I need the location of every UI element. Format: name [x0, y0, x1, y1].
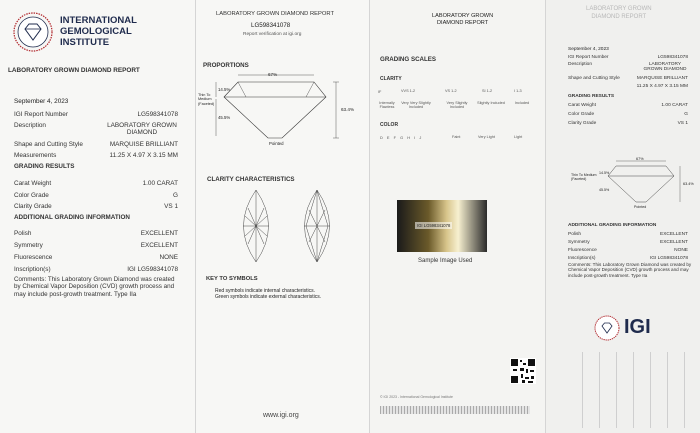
summary-proportions-diagram	[546, 158, 700, 210]
color-letters: D E F G H I J	[380, 135, 422, 140]
field-color: Color Grade G	[14, 192, 178, 199]
website-link[interactable]: www.igi.org	[263, 412, 299, 419]
color-desc-light: Light	[514, 135, 523, 139]
clarity-plot-diagram	[196, 188, 370, 264]
proportions-heading: PROPORTIONS	[203, 62, 249, 69]
additional-heading: ADDITIONAL GRADING INFORMATION	[14, 214, 130, 221]
clarity-grade-if: IF	[378, 90, 382, 94]
clarity-scale-heading: CLARITY	[380, 76, 402, 82]
igi-logo-text: IGI	[624, 316, 651, 338]
panel2-report-number: LG598341078	[251, 22, 291, 29]
field-shape: Shape and Cutting Style MARQUISE BRILLIANT	[14, 141, 178, 148]
summary-date: September 4, 2023	[568, 47, 609, 52]
summary-inscription: Inscription(s) IGI LG598341078	[568, 256, 688, 261]
field-polish: Polish EXCELLENT	[14, 230, 178, 237]
report-main-panel	[0, 0, 196, 433]
field-description: Description LABORATORY GROWN DIAMOND	[14, 122, 177, 136]
summary-table-percent: 67%	[636, 157, 644, 161]
field-clarity: Clarity Grade VS 1	[14, 203, 178, 210]
org-name: INTERNATIONAL GEMOLOGICAL INSTITUTE	[60, 15, 137, 48]
clarity-desc-si: Slightly Included	[477, 101, 505, 105]
color-desc-faint: Faint	[452, 135, 461, 139]
color-desc-very-light: Very Light	[478, 135, 495, 139]
field-report-number: IGI Report Number LG598341078	[14, 111, 178, 118]
report-title: LABORATORY GROWN DIAMOND REPORT	[8, 67, 140, 74]
summary-comments: Comments: This Laboratory Grown Diamond was created by Chemical Vapor Deposition (CVD) growth process and may include post-growth treatment. Type IIa	[568, 262, 692, 278]
igi-logo-seal-icon	[594, 315, 620, 341]
summary-color: Color Grade G	[568, 112, 688, 117]
summary-additional-heading: ADDITIONAL GRADING INFORMATION	[568, 223, 657, 228]
summary-polish: Polish EXCELLENT	[568, 232, 688, 237]
summary-report-number: IGI Report Number LG598341078	[568, 55, 688, 60]
pavilion-percent: 45.5%	[218, 115, 231, 120]
summary-card-panel	[546, 0, 700, 433]
qr-code-icon	[510, 358, 536, 384]
summary-depth: 63.4%	[683, 182, 694, 186]
summary-symmetry: Symmetry EXCELLENT	[568, 240, 688, 245]
clarity-grade-si: SI 1-2	[482, 89, 493, 93]
summary-carat: Carat Weight 1.00 CARAT	[568, 103, 688, 108]
field-fluorescence: Fluorescence NONE	[14, 254, 178, 261]
comments: Comments: This Laboratory Grown Diamond was created by Chemical Vapor Deposition (CVD) growth process and may include post-growth treatment. Type IIa	[14, 276, 175, 298]
grading-scales-panel	[370, 0, 546, 433]
key-text: Red symbols indicate internal characteristics. Green symbols indicate external characteristics.	[215, 288, 322, 301]
panel3-title: LABORATORY GROWN DIAMOND REPORT	[432, 13, 494, 26]
clarity-grade-vvs: VVS 1-2	[401, 89, 416, 93]
table-percent: 67%	[268, 72, 278, 77]
panel3-footer: © IGI 2023 - International Gemological Institute	[380, 395, 454, 399]
report-date: September 4, 2023	[14, 98, 69, 105]
panel4-title: LABORATORY GROWN DIAMOND REPORT	[586, 6, 652, 20]
rotated-summary-strip	[566, 352, 686, 428]
clarity-grade-vs: VS 1-2	[445, 89, 457, 93]
security-strip	[380, 406, 530, 414]
field-measurements: Measurements 11.25 X 4.97 X 3.15 MM	[14, 152, 178, 159]
summary-pavilion: 45.5%	[599, 188, 610, 192]
summary-girdle: Thin To Medium (Faceted)	[571, 173, 597, 182]
field-symmetry: Symmetry EXCELLENT	[14, 242, 178, 249]
girdle-label: Thin To Medium (Faceted)	[198, 93, 215, 106]
summary-shape: Shape and Cutting Style MARQUISE BRILLIANT	[568, 76, 688, 81]
panel2-title: LABORATORY GROWN DIAMOND REPORT	[216, 11, 334, 17]
verification-note: Report verification at igi.org	[243, 32, 302, 37]
summary-fluorescence: Fluorescence NONE	[568, 248, 688, 253]
clarity-desc-if: Internally Flawless	[379, 101, 395, 109]
clarity-desc-i: Included	[514, 101, 530, 105]
summary-grading-heading: GRADING RESULTS	[568, 94, 615, 99]
scales-heading: GRADING SCALES	[380, 56, 437, 63]
summary-culet: Pointed	[634, 205, 647, 209]
culet-label: Pointed	[269, 141, 284, 146]
clarity-desc-vvs: Very Very Slightly Included	[401, 101, 431, 109]
summary-description: Description LABORATORY GROWN DIAMOND	[568, 62, 687, 72]
color-scale-heading: COLOR	[380, 122, 399, 128]
summary-clarity: Clarity Grade VS 1	[568, 121, 688, 126]
igi-seal-icon	[12, 11, 54, 53]
summary-measurements: 11.25 X 4.97 X 3.15 MM	[636, 84, 688, 89]
field-carat: Carat Weight 1.00 CARAT	[14, 180, 178, 187]
depth-percent: 63.4%	[341, 107, 355, 112]
proportions-panel	[196, 0, 370, 433]
sample-image: IGI LG598341078	[397, 200, 487, 252]
field-inscription: Inscription(s) IGI LG598341078	[14, 266, 178, 273]
summary-crown: 14.5%	[599, 171, 610, 175]
crown-angle: 14.5%	[218, 87, 231, 92]
clarity-grade-i: I 1-3	[514, 89, 522, 93]
sample-caption: Sample Image Used	[418, 258, 473, 264]
key-heading: KEY TO SYMBOLS	[206, 276, 258, 282]
grading-results-heading: GRADING RESULTS	[14, 163, 75, 170]
clarity-desc-vs: Very Slightly Included	[446, 101, 468, 109]
clarity-heading: CLARITY CHARACTERISTICS	[207, 176, 295, 183]
